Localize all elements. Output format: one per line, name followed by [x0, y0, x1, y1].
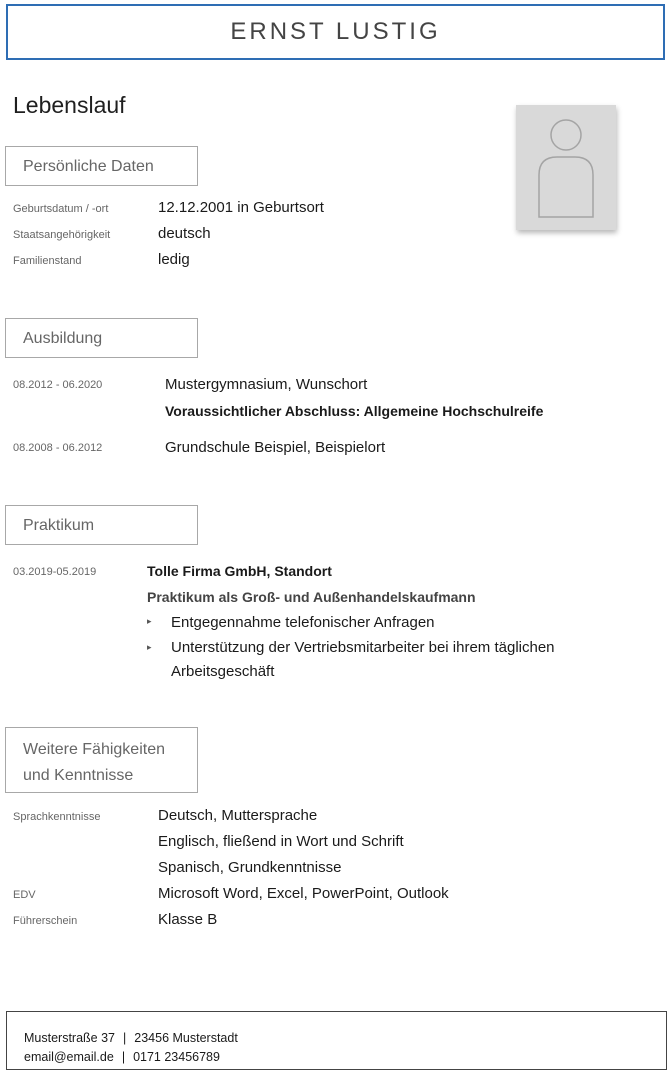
document-title: Lebenslauf [13, 92, 126, 118]
section-heading-internship: Praktikum [5, 505, 198, 545]
value-license: Klasse B [158, 911, 218, 928]
label-license: Führerschein [13, 915, 78, 927]
internship-period: 03.2019-05.2019 [13, 566, 97, 578]
name-header [6, 4, 665, 60]
address-line [24, 1029, 666, 1048]
value-marital-status: ledig [158, 251, 190, 268]
internship-role: Praktikum als Groß- und Außenhandelskaufmann [147, 589, 476, 605]
education-degree: Voraussichtlicher Abschluss: Allgemeine Hochschulreife [165, 403, 544, 419]
city: 23456 Musterstadt [134, 1031, 238, 1045]
contact-footer [6, 1011, 667, 1070]
contact-line [24, 1048, 666, 1067]
internship-task: Unterstützung der Vertriebsmitarbeiter bei ihrem täglichen [171, 639, 555, 656]
phone: 0171 23456789 [133, 1050, 220, 1064]
bullet-icon: ▸ [147, 616, 152, 626]
label-languages: Sprachkenntnisse [13, 811, 101, 823]
language-item: Deutsch, Muttersprache [158, 807, 318, 824]
street: Musterstraße 37 [24, 1031, 116, 1045]
internship-task-continued: Arbeitsgeschäft [171, 663, 275, 680]
bullet-icon: ▸ [147, 642, 152, 652]
internship-task: Entgegennahme telefonischer Anfragen [171, 614, 435, 631]
language-item: Spanisch, Grundkenntnisse [158, 859, 342, 876]
separator: | [121, 1050, 126, 1064]
value-it: Microsoft Word, Excel, PowerPoint, Outlook [158, 885, 449, 902]
label-marital-status: Familienstand [13, 255, 82, 267]
label-nationality: Staatsangehörigkeit [13, 229, 111, 241]
section-heading-personal: Persönliche Daten [5, 146, 198, 186]
skills-title-line1: Weitere Fähigkeiten [23, 741, 165, 758]
education-school: Grundschule Beispiel, Beispielort [165, 439, 386, 456]
skills-title-line2: und Kenntnisse [23, 767, 134, 784]
education-school: Mustergymnasium, Wunschort [165, 376, 368, 393]
value-birth: 12.12.2001 in Geburtsort [158, 199, 324, 216]
value-nationality: deutsch [158, 225, 211, 242]
section-heading-education: Ausbildung [5, 318, 198, 358]
separator: | [123, 1031, 127, 1045]
email-link[interactable]: email@email.de [24, 1050, 114, 1064]
language-item: Englisch, fließend in Wort und Schrift [158, 833, 404, 850]
section-heading-skills [5, 727, 198, 793]
internship-company: Tolle Firma GmbH, Standort [147, 563, 332, 579]
person-placeholder-icon [516, 105, 616, 230]
profile-photo [516, 105, 616, 230]
label-birth: Geburtsdatum / -ort [13, 203, 109, 215]
education-period: 08.2012 - 06.2020 [13, 379, 103, 391]
label-it: EDV [13, 889, 36, 901]
person-name: ERNST LUSTIG [230, 18, 441, 45]
education-period: 08.2008 - 06.2012 [13, 442, 103, 454]
